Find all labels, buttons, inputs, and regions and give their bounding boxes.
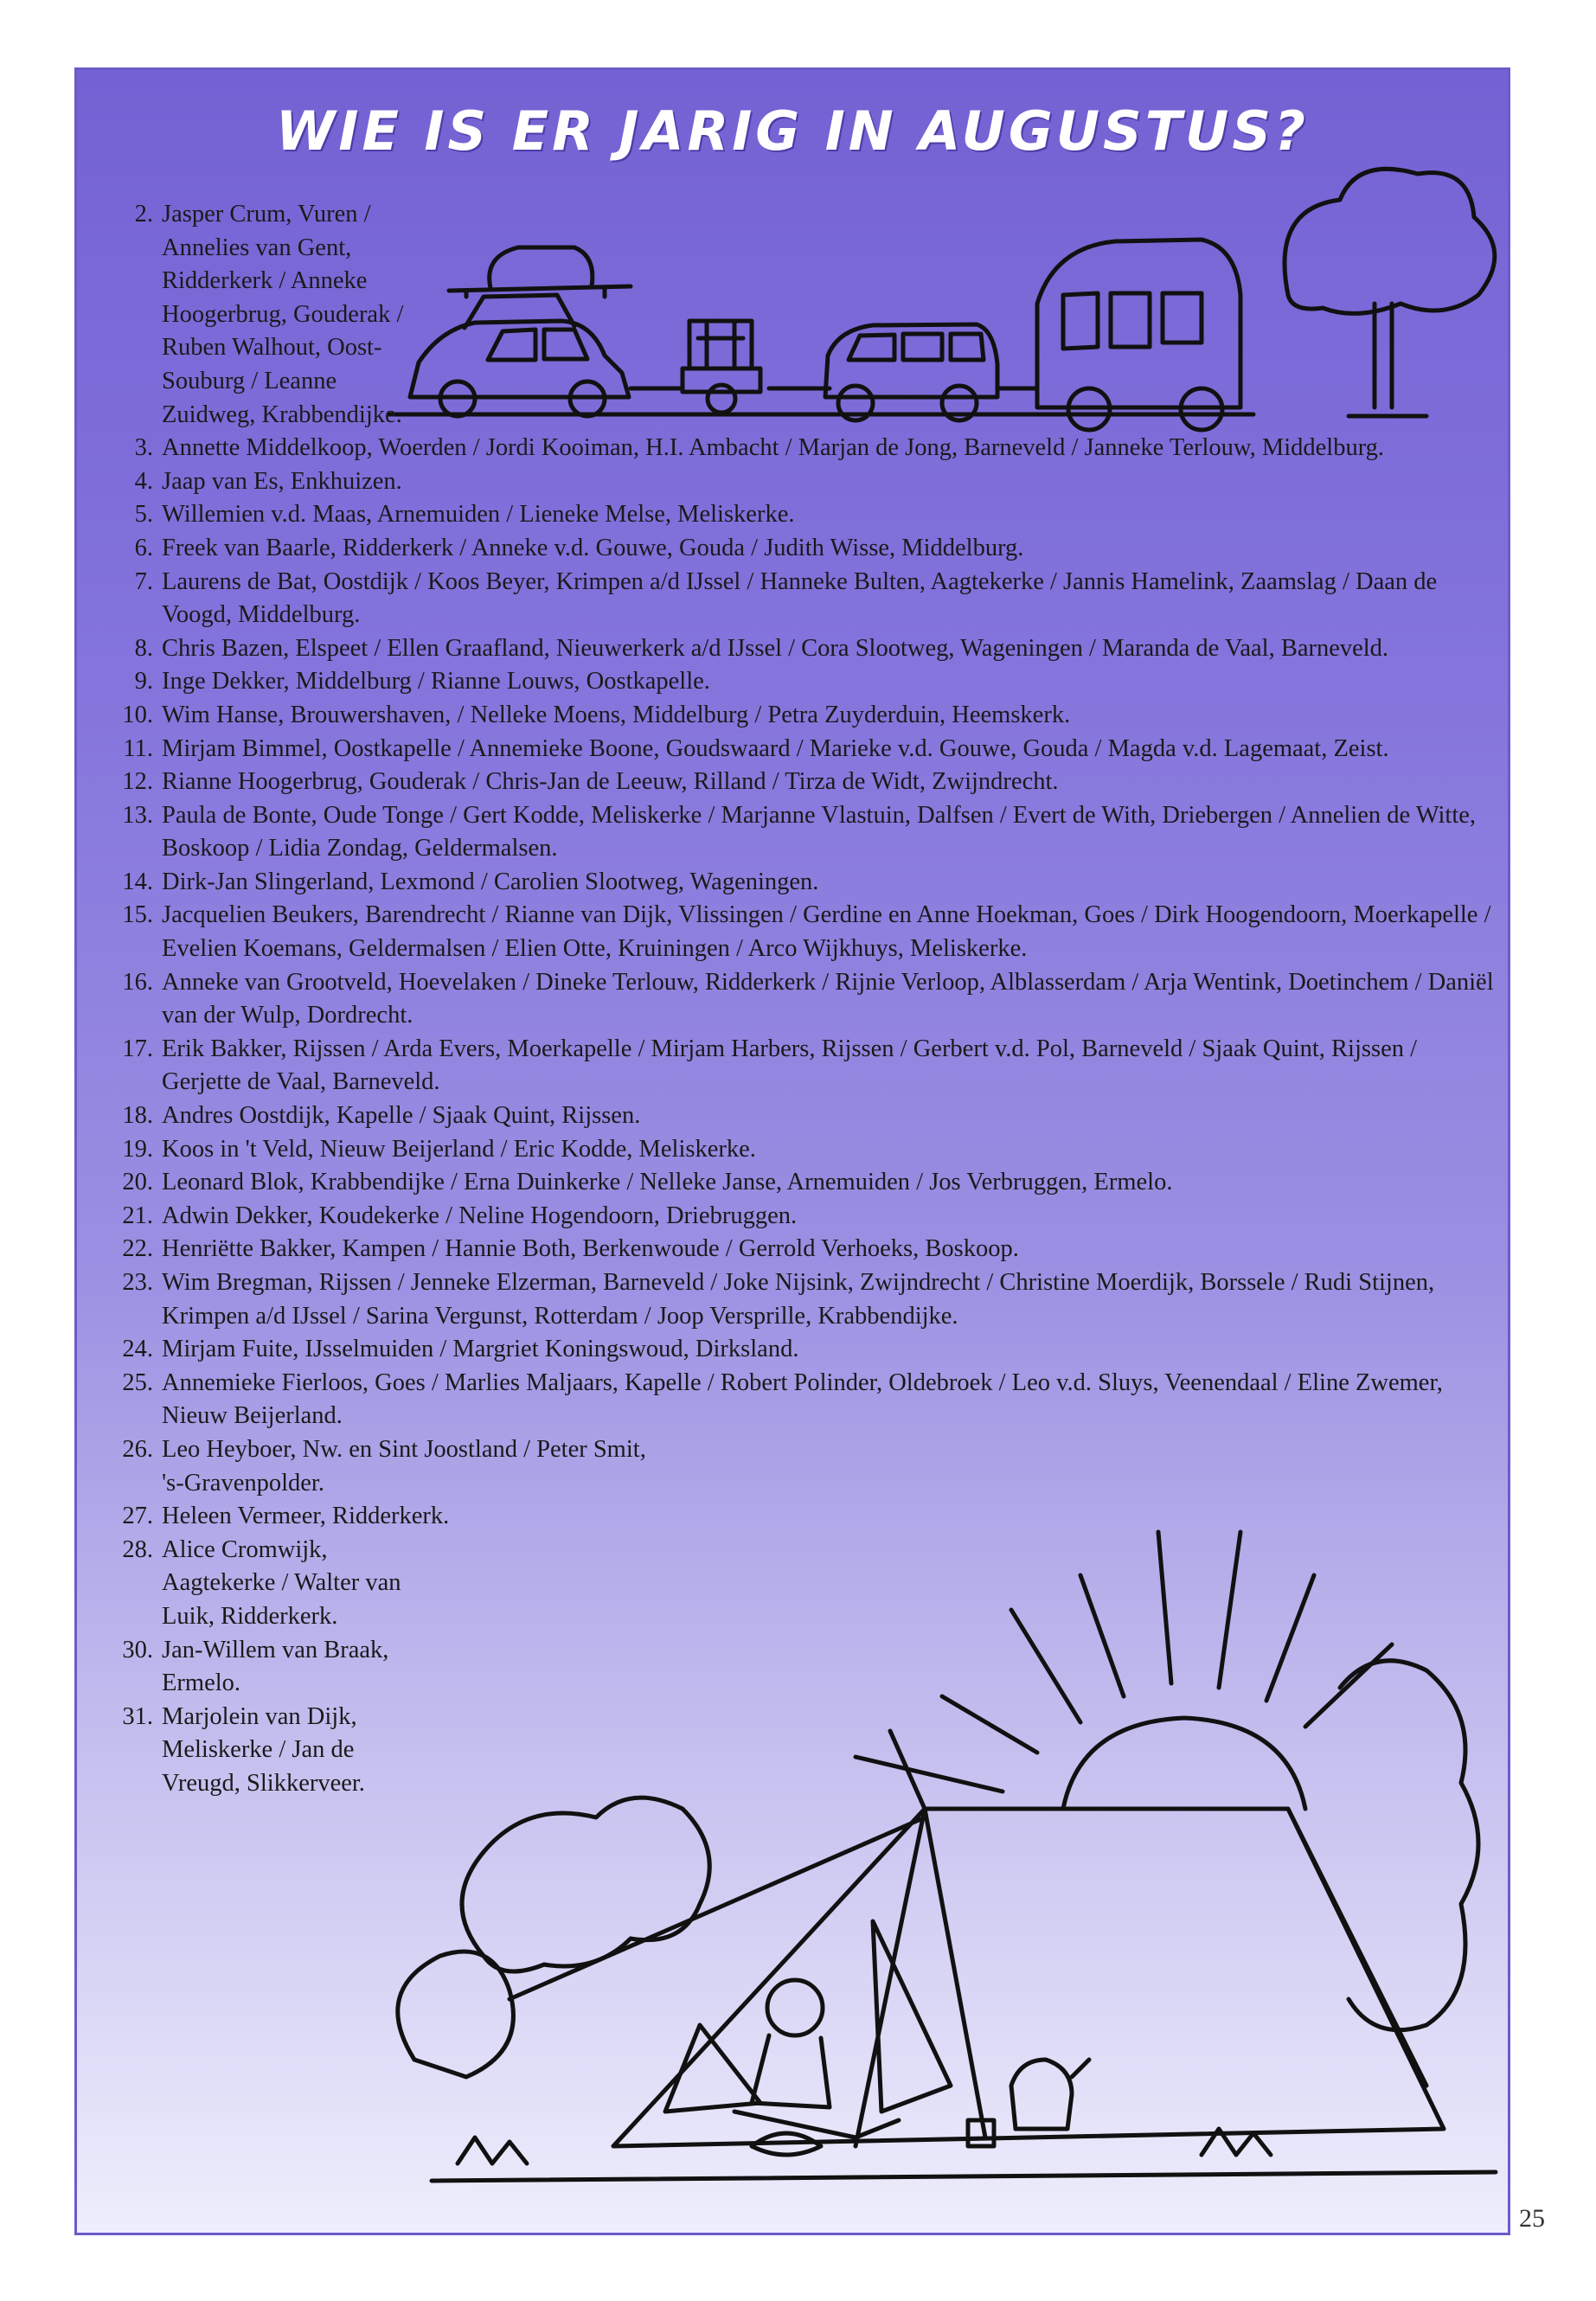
list-item: [103, 1233, 1496, 1266]
page-title: WIE IS ER JARIG IN AUGUSTUS?: [276, 99, 1309, 163]
names-text: Jacquelien Beukers, Barendrecht / Rianne van Dijk, Vlissingen / Gerdine en Anne Hoekman, Goes / Dirk Hoogendoorn, Moerkapelle / Evelien Koemans, Geldermalsen / Elien Otte, Kruiningen / Arco Wijkhuys, Meliskerke.: [162, 901, 1491, 963]
names-text: Freek van Baarle, Ridderkerk / Anneke v.d. Gouwe, Gouda / Judith Wisse, Middelburg.: [162, 534, 1024, 561]
names-text: Annette Middelkoop, Woerden / Jordi Kooiman, H.I. Ambacht / Marjan de Jong, Barneveld / Janneke Terlouw, Middelburg.: [162, 434, 1385, 462]
list-item: [103, 532, 1496, 566]
names-text: Paula de Bonte, Oude Tonge / Gert Kodde, Meliskerke / Marjanne Vlastuin, Dalfsen / Evert de With, Driebergen / Annelien de Witte, Boskoop / Lidia Zondag, Geldermalsen.: [162, 801, 1477, 862]
day-number: 30.: [122, 1636, 153, 1663]
day-number: 3.: [134, 434, 153, 462]
list-item: [103, 1099, 1496, 1133]
day-number: 27.: [122, 1503, 153, 1530]
day-number: 17.: [122, 1035, 153, 1062]
page-number: 25: [1519, 2204, 1545, 2233]
day-number: 21.: [122, 1202, 153, 1229]
list-item: [103, 198, 1496, 432]
names-text: Laurens de Bat, Oostdijk / Koos Beyer, Krimpen a/d IJssel / Hanneke Bulten, Aagtekerke / Jannis Hamelink, Zaamslag / Daan de Voogd, Middelburg.: [162, 567, 1438, 629]
list-item: [103, 1033, 1496, 1099]
day-number: 25.: [122, 1368, 153, 1396]
list-item: [103, 966, 1496, 1033]
list-item: [103, 733, 1496, 766]
names-text: Willemien v.d. Maas, Arnemuiden / Lieneke Melse, Meliskerke.: [162, 501, 795, 529]
list-item: [103, 465, 1496, 499]
day-number: 10.: [122, 701, 153, 728]
day-number: 31.: [122, 1702, 153, 1730]
names-text: Annemieke Fierloos, Goes / Marlies Maljaars, Kapelle / Robert Polinder, Oldebroek / Leo v.d. Sluys, Veenendaal / Eline Zwemer, Nieuw Beijerland.: [162, 1368, 1443, 1430]
day-number: 20.: [122, 1169, 153, 1196]
list-item: [103, 766, 1496, 799]
names-text: Adwin Dekker, Koudekerke / Neline Hogendoorn, Driebruggen.: [162, 1202, 798, 1229]
birthday-panel: [74, 67, 1510, 2235]
day-number: 6.: [134, 534, 153, 561]
day-number: 2.: [134, 201, 153, 228]
day-number: 11.: [123, 734, 153, 762]
names-text: Mirjam Bimmel, Oostkapelle / Annemieke Boone, Goudswaard / Marieke v.d. Gouwe, Gouda / Magda v.d. Lagemaat, Zeist.: [162, 734, 1389, 762]
list-item: [103, 1200, 1496, 1234]
list-item: [103, 866, 1496, 900]
names-text: Erik Bakker, Rijssen / Arda Evers, Moerkapelle / Mirjam Harbers, Rijssen / Gerbert v.d. Pol, Barneveld / Sjaak Quint, Rijssen / Gerjette de Vaal, Barneveld.: [162, 1035, 1418, 1096]
list-item: [103, 1534, 1496, 1634]
list-item: [103, 1266, 1496, 1333]
day-number: 22.: [122, 1235, 153, 1263]
names-text: Leo Heyboer, Nw. en Sint Joostland / Peter Smit, 's-Gravenpolder.: [162, 1435, 646, 1497]
list-item: [103, 799, 1496, 866]
list-item: [103, 1634, 1496, 1701]
list-item: [103, 1166, 1496, 1200]
birthday-list: [103, 198, 1496, 1801]
day-number: 19.: [122, 1135, 153, 1163]
names-text: Henriëtte Bakker, Kampen / Hannie Both, Berkenwoude / Gerrold Verhoeks, Boskoop.: [162, 1235, 1019, 1263]
names-text: Marjolein van Dijk, Meliskerke / Jan de Vreugd, Slikkerveer.: [162, 1702, 365, 1797]
day-number: 23.: [122, 1269, 153, 1296]
list-item: [103, 1133, 1496, 1167]
day-number: 12.: [122, 768, 153, 796]
day-number: 26.: [122, 1435, 153, 1463]
names-text: Chris Bazen, Elspeet / Ellen Graafland, Nieuwerkerk a/d IJssel / Cora Slootweg, Wageningen / Maranda de Vaal, Barneveld.: [162, 634, 1389, 662]
day-number: 4.: [134, 467, 153, 495]
day-number: 14.: [122, 868, 153, 895]
day-number: 24.: [122, 1336, 153, 1363]
day-number: 15.: [122, 901, 153, 929]
names-text: Koos in 't Veld, Nieuw Beijerland / Eric Kodde, Meliskerke.: [162, 1135, 756, 1163]
names-text: Heleen Vermeer, Ridderkerk.: [162, 1503, 450, 1530]
list-item: [103, 1701, 1496, 1801]
list-item: [103, 1433, 1496, 1500]
day-number: 7.: [134, 567, 153, 595]
list-item: [103, 699, 1496, 733]
list-item: [103, 1333, 1496, 1367]
day-number: 16.: [122, 968, 153, 996]
names-text: Mirjam Fuite, IJsselmuiden / Margriet Koningswoud, Dirksland.: [162, 1336, 799, 1363]
names-text: Jaap van Es, Enkhuizen.: [162, 467, 402, 495]
names-text: Jan-Willem van Braak, Ermelo.: [162, 1636, 389, 1697]
names-text: Leonard Blok, Krabbendijke / Erna Duinkerke / Nelleke Janse, Arnemuiden / Jos Verbruggen, Ermelo.: [162, 1169, 1173, 1196]
day-number: 28.: [122, 1535, 153, 1563]
names-text: Andres Oostdijk, Kapelle / Sjaak Quint, Rijssen.: [162, 1102, 641, 1130]
list-item: [103, 665, 1496, 699]
names-text: Anneke van Grootveld, Hoevelaken / Dineke Terlouw, Ridderkerk / Rijnie Verloop, Alblasserdam / Arja Wentink, Doetinchem / Daniël van der Wulp, Dordrecht.: [162, 968, 1494, 1029]
list-item: [103, 498, 1496, 532]
names-text: Wim Hanse, Brouwershaven, / Nelleke Moens, Middelburg / Petra Zuyderduin, Heemskerk.: [162, 701, 1071, 728]
list-item: [103, 632, 1496, 666]
names-text: Dirk-Jan Slingerland, Lexmond / Carolien Slootweg, Wageningen.: [162, 868, 819, 895]
day-number: 5.: [134, 501, 153, 529]
day-number: 18.: [122, 1102, 153, 1130]
list-item: [103, 432, 1496, 465]
names-text: Wim Bregman, Rijssen / Jenneke Elzerman, Barneveld / Joke Nijsink, Zwijndrecht / Christine Moerdijk, Borssele / Rudi Stijnen, Krimpen a/d IJssel / Sarina Vergunst, Rotterdam / Joop Versprille, Krabbendijke.: [162, 1269, 1435, 1330]
names-text: Alice Cromwijk, Aagtekerke / Walter van Luik, Ridderkerk.: [162, 1535, 401, 1630]
day-number: 8.: [134, 634, 153, 662]
day-number: 13.: [122, 801, 153, 829]
list-item: [103, 566, 1496, 632]
list-item: [103, 1500, 1496, 1534]
names-text: Rianne Hoogerbrug, Gouderak / Chris-Jan de Leeuw, Rilland / Tirza de Widt, Zwijndrecht.: [162, 768, 1059, 796]
names-text: Inge Dekker, Middelburg / Rianne Louws, Oostkapelle.: [162, 668, 710, 695]
day-number: 9.: [134, 668, 153, 695]
list-item: [103, 899, 1496, 965]
names-text: Jasper Crum, Vuren / Annelies van Gent, Ridderkerk / Anneke Hoogerbrug, Gouderak / Ruben Walhout, Oost-Souburg / Leanne Zuidweg, Krabbendijke.: [162, 201, 404, 428]
list-item: [103, 1367, 1496, 1433]
